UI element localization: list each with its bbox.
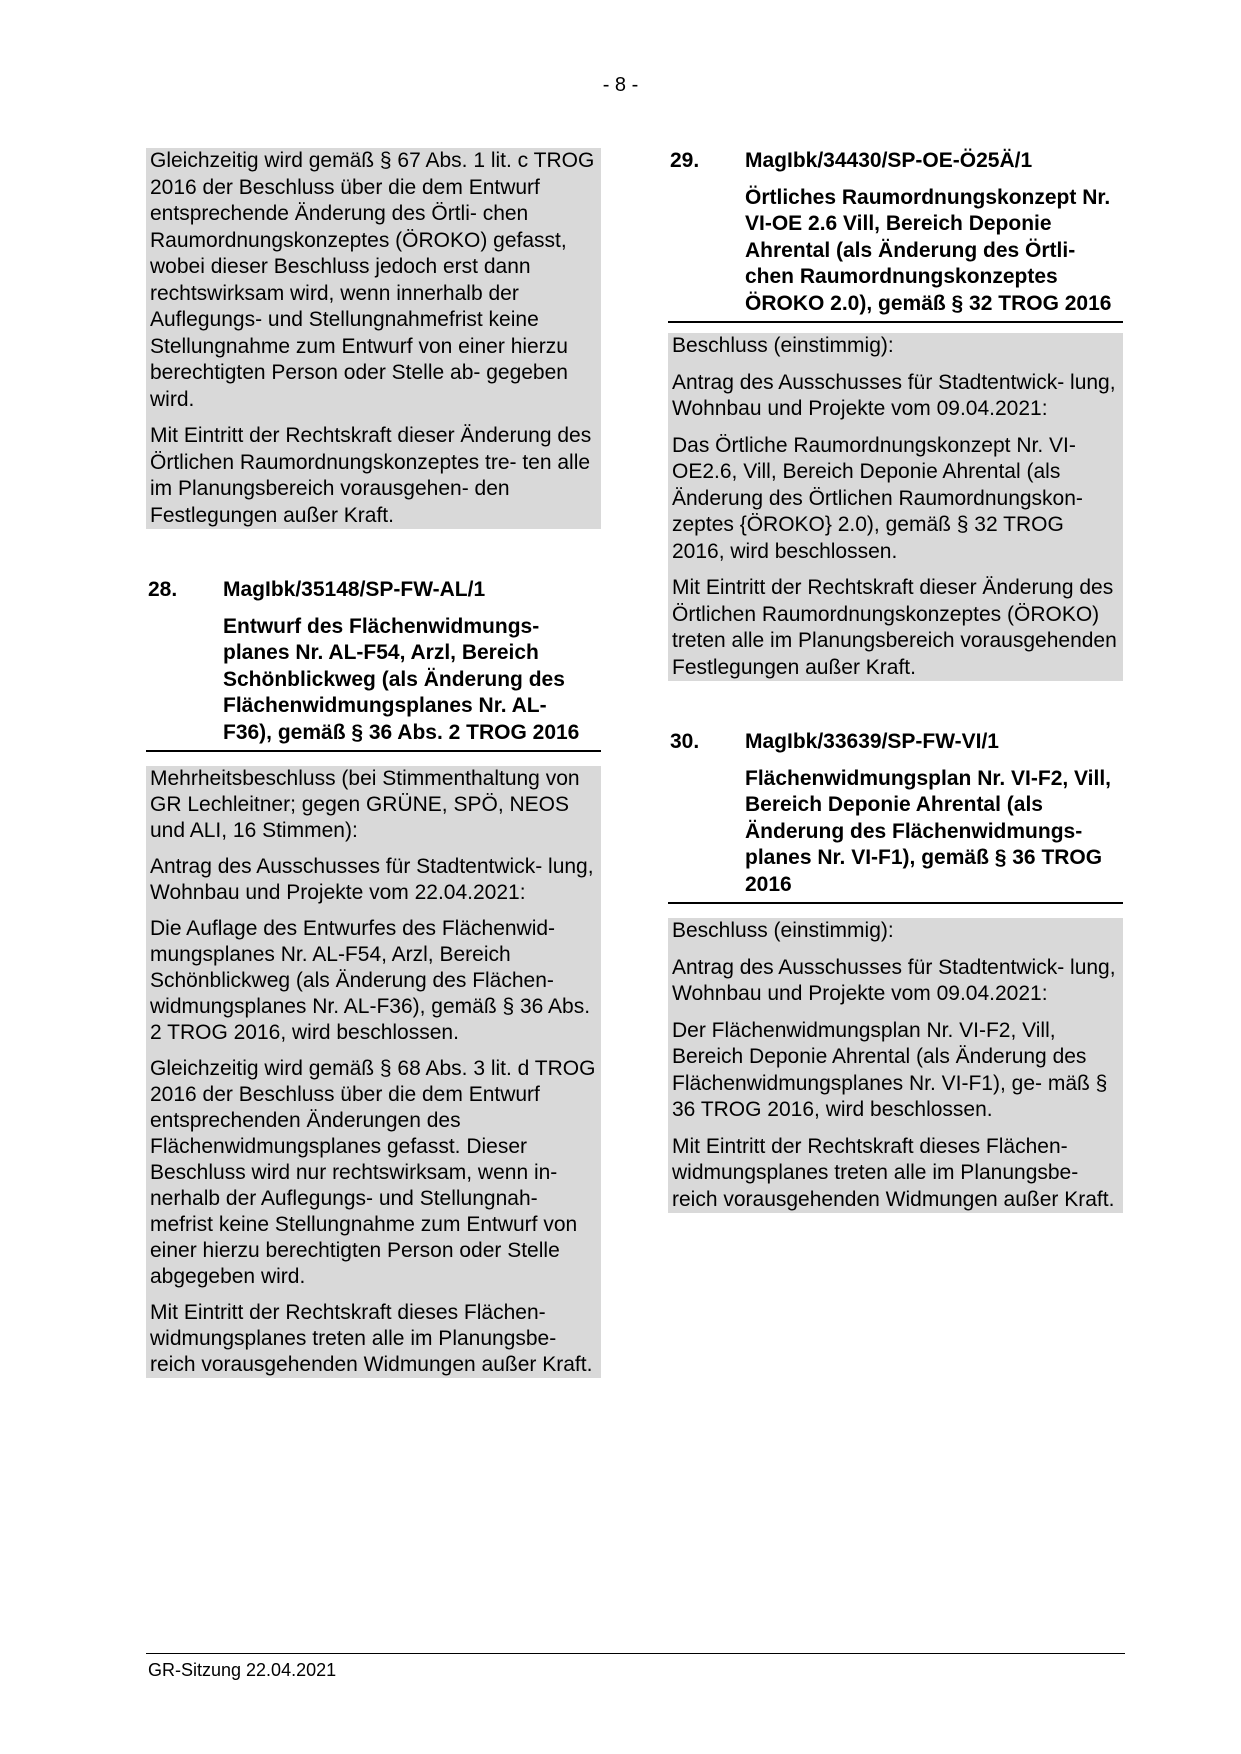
item-title: Örtliches Raumordnungskonzept Nr. VI-OE 2.6 Vill, Bereich Deponie Ahrental (als Änderung des Örtli- chen Raumordnungskonzeptes ÖROKO 2.0), gemäß § 32 TROG 2016: [745, 185, 1112, 315]
item-code: MagIbk/34430/SP-OE-Ö25Ä/1: [745, 149, 1033, 172]
resolution-paragraph: Das Örtliche Raumordnungskonzept Nr. VI- OE2.6, Vill, Bereich Deponie Ahrental (als Änderung des Örtlichen Raumordnungskon- zeptes {ÖROKO} 2.0), gemäß § 32 TROG 2016, wird beschlossen.: [672, 433, 1083, 563]
resolution-paragraph: Mit Eintritt der Rechtskraft dieses Flächen- widmungsplanes treten alle im Planungsbe- reich vorausgehenden Widmungen außer Kraft.: [150, 1301, 593, 1376]
resolution-block: [668, 918, 1123, 1213]
divider: [668, 321, 1123, 323]
right-column: [668, 148, 1123, 1213]
resolution-paragraph: Gleichzeitig wird gemäß § 68 Abs. 3 lit. d TROG 2016 der Beschluss über die dem Entwurf entsprechenden Änderungen des Flächenwidmungsplanes gefasst. Dieser Beschluss wird nur rechtswirksam, wenn in- nerhalb der Auflegungs- und Stellungnah- mefrist keine Stellungnahme zum Entwurf von einer hierzu berechtigten Person oder Stelle abgegeben wird.: [150, 1057, 596, 1288]
divider: [668, 902, 1123, 904]
divider: [146, 750, 601, 752]
resolution-paragraph: Antrag des Ausschusses für Stadtentwick- lung, Wohnbau und Projekte vom 09.04.2021:: [672, 955, 1116, 1005]
resolution-paragraph: Antrag des Ausschusses für Stadtentwick- lung, Wohnbau und Projekte vom 09.04.2021:: [672, 370, 1116, 420]
footer-divider: [146, 1653, 1125, 1654]
resolution-block: [146, 766, 601, 1378]
item-number: 29.: [670, 149, 700, 172]
agenda-item-29: [668, 148, 1123, 681]
agenda-item-30: [668, 729, 1123, 1213]
item-code: MagIbk/35148/SP-FW-AL/1: [223, 578, 486, 601]
intro-paragraph: Gleichzeitig wird gemäß § 67 Abs. 1 lit. c TROG 2016 der Beschluss über die dem Entwurf entsprechende Änderung des Örtli- chen Raumordnungskonzeptes (ÖROKO) gefasst, wobei dieser Beschluss jedoch erst dann rechtswirksam wird, wenn innerhalb der Auflegungs- und Stellungnahmefrist keine Stellungnahme zum Entwurf von einer hierzu berechtigten Person oder Stelle ab- gegeben wird.: [150, 149, 595, 411]
item-number: 30.: [670, 730, 700, 753]
footer-session-date: GR-Sitzung 22.04.2021: [148, 1660, 337, 1680]
item-number: 28.: [148, 578, 178, 601]
resolution-block: [668, 333, 1123, 681]
resolution-paragraph: Mit Eintritt der Rechtskraft dieses Flächen- widmungsplanes treten alle im Planungsbe- reich vorausgehenden Widmungen außer Kraft.: [672, 1134, 1115, 1211]
intro-paragraph: Mit Eintritt der Rechtskraft dieser Änderung des Örtlichen Raumordnungskonzeptes tre- ten alle im Planungsbereich vorausgehen- den Festlegungen außer Kraft.: [150, 424, 592, 527]
resolution-paragraph: Mehrheitsbeschluss (bei Stimmenthaltung von GR Lechleitner; gegen GRÜNE, SPÖ, NEOS und ALI, 16 Stimmen):: [150, 767, 580, 842]
page-number: - 8 -: [602, 74, 639, 96]
item-title: Flächenwidmungsplan Nr. VI-F2, Vill, Bereich Deponie Ahrental (als Änderung des Flächenwidmungs- planes Nr. VI-F1), gemäß § 36 TROG 2016: [745, 766, 1112, 896]
resolution-paragraph: Beschluss (einstimmig):: [672, 919, 894, 942]
resolution-paragraph: Antrag des Ausschusses für Stadtentwick- lung, Wohnbau und Projekte vom 22.04.2021:: [150, 855, 594, 904]
item-code: MagIbk/33639/SP-FW-VI/1: [745, 730, 999, 753]
resolution-paragraph: Die Auflage des Entwurfes des Flächenwid- mungsplanes Nr. AL-F54, Arzl, Bereich Schönblickweg (als Änderung des Flächen- widmungsplanes Nr. AL-F36), gemäß § 36 Abs. 2 TROG 2016, wird beschlossen.: [150, 917, 591, 1044]
resolution-paragraph: Mit Eintritt der Rechtskraft dieser Änderung des Örtlichen Raumordnungskonzeptes (ÖROKO) treten alle im Planungsbereich vorausgehenden Festlegungen außer Kraft.: [672, 576, 1117, 679]
intro-block: [146, 148, 601, 529]
item-title: Entwurf des Flächenwidmungs- planes Nr. AL-F54, Arzl, Bereich Schönblickweg (als Änderung des Flächenwidmungsplanes Nr. AL- F36), gemäß § 36 Abs. 2 TROG 2016: [223, 614, 580, 744]
resolution-paragraph: Der Flächenwidmungsplan Nr. VI-F2, Vill, Bereich Deponie Ahrental (als Änderung des Flächenwidmungsplanes Nr. VI-F1), ge- mäß § 36 TROG 2016, wird beschlossen.: [672, 1018, 1108, 1121]
agenda-item-28: [146, 577, 601, 1378]
left-column: [146, 148, 601, 1378]
resolution-paragraph: Beschluss (einstimmig):: [672, 334, 894, 357]
